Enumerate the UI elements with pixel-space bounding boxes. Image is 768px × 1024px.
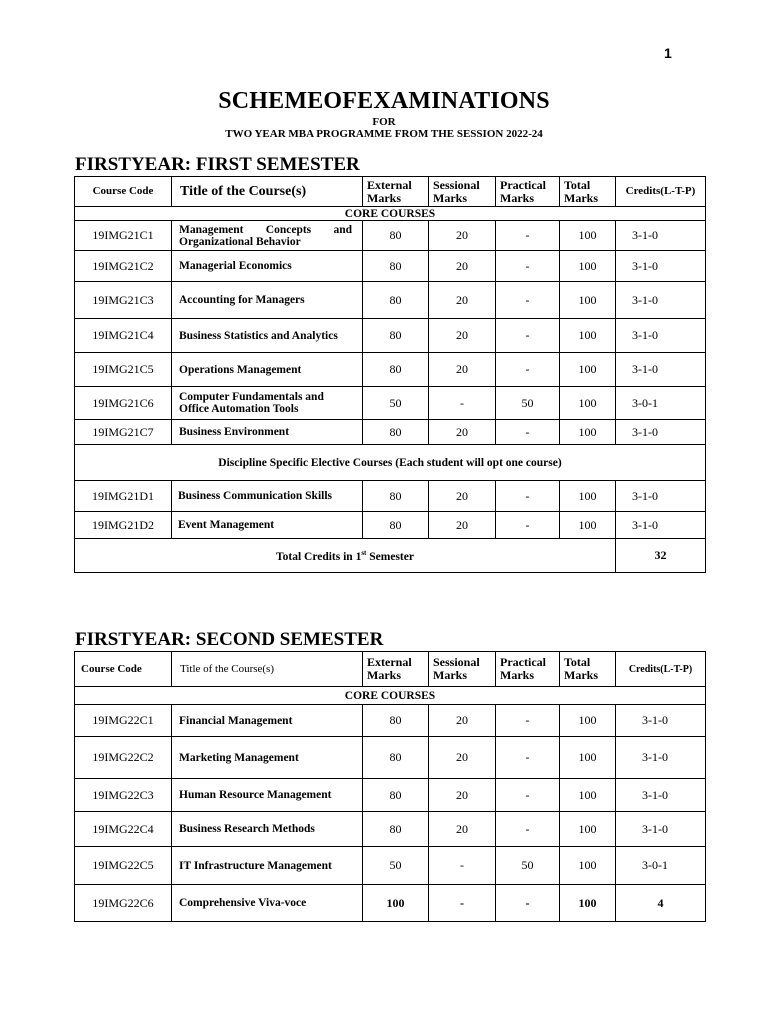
table-row bbox=[75, 387, 706, 420]
credits: 3-1-0 bbox=[616, 481, 706, 512]
course-title: Comprehensive Viva-voce bbox=[172, 885, 363, 922]
course-code: 19IMG22C4 bbox=[75, 812, 172, 847]
practical-marks: - bbox=[496, 779, 560, 812]
total-marks: 100 bbox=[560, 512, 616, 539]
practical-marks: 50 bbox=[496, 847, 560, 885]
header-credits: Credits(L-T-P) bbox=[616, 652, 706, 687]
external-marks: 100 bbox=[363, 885, 429, 922]
credits: 3-1-0 bbox=[616, 319, 706, 353]
table-row bbox=[75, 319, 706, 353]
course-code: 19IMG21D1 bbox=[75, 481, 172, 512]
header-total: Total Marks bbox=[560, 652, 616, 687]
sessional-marks: 20 bbox=[429, 512, 496, 539]
table-row bbox=[75, 481, 706, 512]
credits: 3-0-1 bbox=[616, 387, 706, 420]
sessional-marks: 20 bbox=[429, 481, 496, 512]
table-row bbox=[75, 251, 706, 282]
course-title: Business Statistics and Analytics bbox=[172, 319, 363, 353]
document-title: SCHEMEOFEXAMINATIONS bbox=[218, 88, 550, 114]
total-marks: 100 bbox=[560, 251, 616, 282]
external-marks: 80 bbox=[363, 705, 429, 737]
core-courses-label: CORE COURSES bbox=[75, 687, 706, 705]
external-marks: 80 bbox=[363, 353, 429, 387]
total-marks: 100 bbox=[560, 353, 616, 387]
sessional-marks: 20 bbox=[429, 319, 496, 353]
credits: 3-1-0 bbox=[616, 251, 706, 282]
header-sessional: Sessional Marks bbox=[429, 652, 496, 687]
external-marks: 50 bbox=[363, 387, 429, 420]
table-header-row bbox=[75, 652, 706, 687]
practical-marks: - bbox=[496, 251, 560, 282]
course-code: 19IMG22C6 bbox=[75, 885, 172, 922]
course-code: 19IMG22C1 bbox=[75, 705, 172, 737]
external-marks: 80 bbox=[363, 812, 429, 847]
header-course-code: Course Code bbox=[75, 652, 172, 687]
external-marks: 80 bbox=[363, 737, 429, 779]
header-course-code: Course Code bbox=[75, 177, 172, 207]
total-marks: 100 bbox=[560, 387, 616, 420]
course-title: Business Communication Skills bbox=[172, 481, 363, 512]
sessional-marks: 20 bbox=[429, 812, 496, 847]
header-external: External Marks bbox=[363, 652, 429, 687]
table-row bbox=[75, 847, 706, 885]
sessional-marks: 20 bbox=[429, 353, 496, 387]
practical-marks: - bbox=[496, 705, 560, 737]
total-marks: 100 bbox=[560, 705, 616, 737]
course-title: Accounting for Managers bbox=[172, 282, 363, 319]
header-credits: Credits(L-T-P) bbox=[616, 177, 706, 207]
second-semester-heading: FIRSTYEAR: SECOND SEMESTER bbox=[75, 629, 384, 650]
credits: 3-1-0 bbox=[616, 779, 706, 812]
sessional-marks: 20 bbox=[429, 779, 496, 812]
external-marks: 80 bbox=[363, 251, 429, 282]
course-title: Management Concepts and Organizational Behavior bbox=[172, 221, 363, 251]
course-title: Business Research Methods bbox=[172, 812, 363, 847]
first-semester-table bbox=[74, 176, 706, 573]
header-title: Title of the Course(s) bbox=[172, 177, 363, 207]
course-title: Operations Management bbox=[172, 353, 363, 387]
credits: 3-1-0 bbox=[616, 705, 706, 737]
course-code: 19IMG21D2 bbox=[75, 512, 172, 539]
course-code: 19IMG22C2 bbox=[75, 737, 172, 779]
total-marks: 100 bbox=[560, 779, 616, 812]
course-title: Computer Fundamentals and Office Automation Tools bbox=[172, 387, 363, 420]
course-title: Financial Management bbox=[172, 705, 363, 737]
course-title: Business Environment bbox=[172, 420, 363, 445]
practical-marks: - bbox=[496, 353, 560, 387]
course-code: 19IMG21C5 bbox=[75, 353, 172, 387]
table-row bbox=[75, 221, 706, 251]
external-marks: 80 bbox=[363, 512, 429, 539]
course-code: 19IMG21C7 bbox=[75, 420, 172, 445]
course-title: Marketing Management bbox=[172, 737, 363, 779]
practical-marks: - bbox=[496, 737, 560, 779]
course-code: 19IMG21C1 bbox=[75, 221, 172, 251]
header-practical: Practical Marks bbox=[496, 177, 560, 207]
external-marks: 80 bbox=[363, 221, 429, 251]
table-row bbox=[75, 353, 706, 387]
total-marks: 100 bbox=[560, 221, 616, 251]
external-marks: 80 bbox=[363, 481, 429, 512]
table-header-row bbox=[75, 177, 706, 207]
course-title: Event Management bbox=[172, 512, 363, 539]
table-row bbox=[75, 420, 706, 445]
dse-courses-label: Discipline Specific Elective Courses (Each student will opt one course) bbox=[75, 445, 706, 481]
external-marks: 80 bbox=[363, 319, 429, 353]
second-semester-table bbox=[74, 651, 706, 922]
sessional-marks: - bbox=[429, 847, 496, 885]
credits: 4 bbox=[616, 885, 706, 922]
total-credits-value: 32 bbox=[616, 539, 706, 573]
sessional-marks: 20 bbox=[429, 282, 496, 319]
course-code: 19IMG22C3 bbox=[75, 779, 172, 812]
credits: 3-1-0 bbox=[616, 512, 706, 539]
course-code: 19IMG21C6 bbox=[75, 387, 172, 420]
practical-marks: - bbox=[496, 812, 560, 847]
core-courses-label: CORE COURSES bbox=[75, 207, 706, 221]
external-marks: 80 bbox=[363, 779, 429, 812]
credits: 3-0-1 bbox=[616, 847, 706, 885]
credits: 3-1-0 bbox=[616, 812, 706, 847]
practical-marks: - bbox=[496, 420, 560, 445]
dse-row bbox=[75, 445, 706, 481]
header-external: External Marks bbox=[363, 177, 429, 207]
sessional-marks: - bbox=[429, 885, 496, 922]
table-row bbox=[75, 282, 706, 319]
first-semester-heading: FIRSTYEAR: FIRST SEMESTER bbox=[75, 154, 360, 175]
total-marks: 100 bbox=[560, 282, 616, 319]
course-code: 19IMG21C4 bbox=[75, 319, 172, 353]
sessional-marks: 20 bbox=[429, 737, 496, 779]
external-marks: 80 bbox=[363, 420, 429, 445]
total-marks: 100 bbox=[560, 847, 616, 885]
credits: 3-1-0 bbox=[616, 282, 706, 319]
practical-marks: 50 bbox=[496, 387, 560, 420]
header-title: Title of the Course(s) bbox=[172, 652, 363, 687]
total-credits-label: Total Credits in 1st Semester bbox=[75, 539, 616, 573]
total-marks: 100 bbox=[560, 481, 616, 512]
sessional-marks: 20 bbox=[429, 420, 496, 445]
header-practical: Practical Marks bbox=[496, 652, 560, 687]
credits: 3-1-0 bbox=[616, 353, 706, 387]
credits: 3-1-0 bbox=[616, 221, 706, 251]
sessional-marks: - bbox=[429, 387, 496, 420]
sessional-marks: 20 bbox=[429, 221, 496, 251]
course-title: Managerial Economics bbox=[172, 251, 363, 282]
total-marks: 100 bbox=[560, 885, 616, 922]
sessional-marks: 20 bbox=[429, 705, 496, 737]
total-marks: 100 bbox=[560, 812, 616, 847]
table-row bbox=[75, 512, 706, 539]
table-row bbox=[75, 705, 706, 737]
header-sessional: Sessional Marks bbox=[429, 177, 496, 207]
total-credits-row bbox=[75, 539, 706, 573]
page-number: 1 bbox=[664, 45, 672, 61]
core-courses-row bbox=[75, 687, 706, 705]
practical-marks: - bbox=[496, 885, 560, 922]
total-marks: 100 bbox=[560, 737, 616, 779]
external-marks: 80 bbox=[363, 282, 429, 319]
course-title: IT Infrastructure Management bbox=[172, 847, 363, 885]
practical-marks: - bbox=[496, 282, 560, 319]
course-code: 19IMG21C2 bbox=[75, 251, 172, 282]
practical-marks: - bbox=[496, 481, 560, 512]
table-row bbox=[75, 812, 706, 847]
course-code: 19IMG22C5 bbox=[75, 847, 172, 885]
header-total: Total Marks bbox=[560, 177, 616, 207]
practical-marks: - bbox=[496, 512, 560, 539]
total-marks: 100 bbox=[560, 319, 616, 353]
document-subtitle-for: FOR bbox=[372, 116, 396, 128]
credits: 3-1-0 bbox=[616, 420, 706, 445]
practical-marks: - bbox=[496, 221, 560, 251]
document-subtitle-programme: TWO YEAR MBA PROGRAMME FROM THE SESSION 2022-24 bbox=[225, 128, 543, 140]
table-row bbox=[75, 737, 706, 779]
external-marks: 50 bbox=[363, 847, 429, 885]
table-row bbox=[75, 885, 706, 922]
practical-marks: - bbox=[496, 319, 560, 353]
course-title: Human Resource Management bbox=[172, 779, 363, 812]
credits: 3-1-0 bbox=[616, 737, 706, 779]
core-courses-row bbox=[75, 207, 706, 221]
total-marks: 100 bbox=[560, 420, 616, 445]
sessional-marks: 20 bbox=[429, 251, 496, 282]
table-row bbox=[75, 779, 706, 812]
course-code: 19IMG21C3 bbox=[75, 282, 172, 319]
